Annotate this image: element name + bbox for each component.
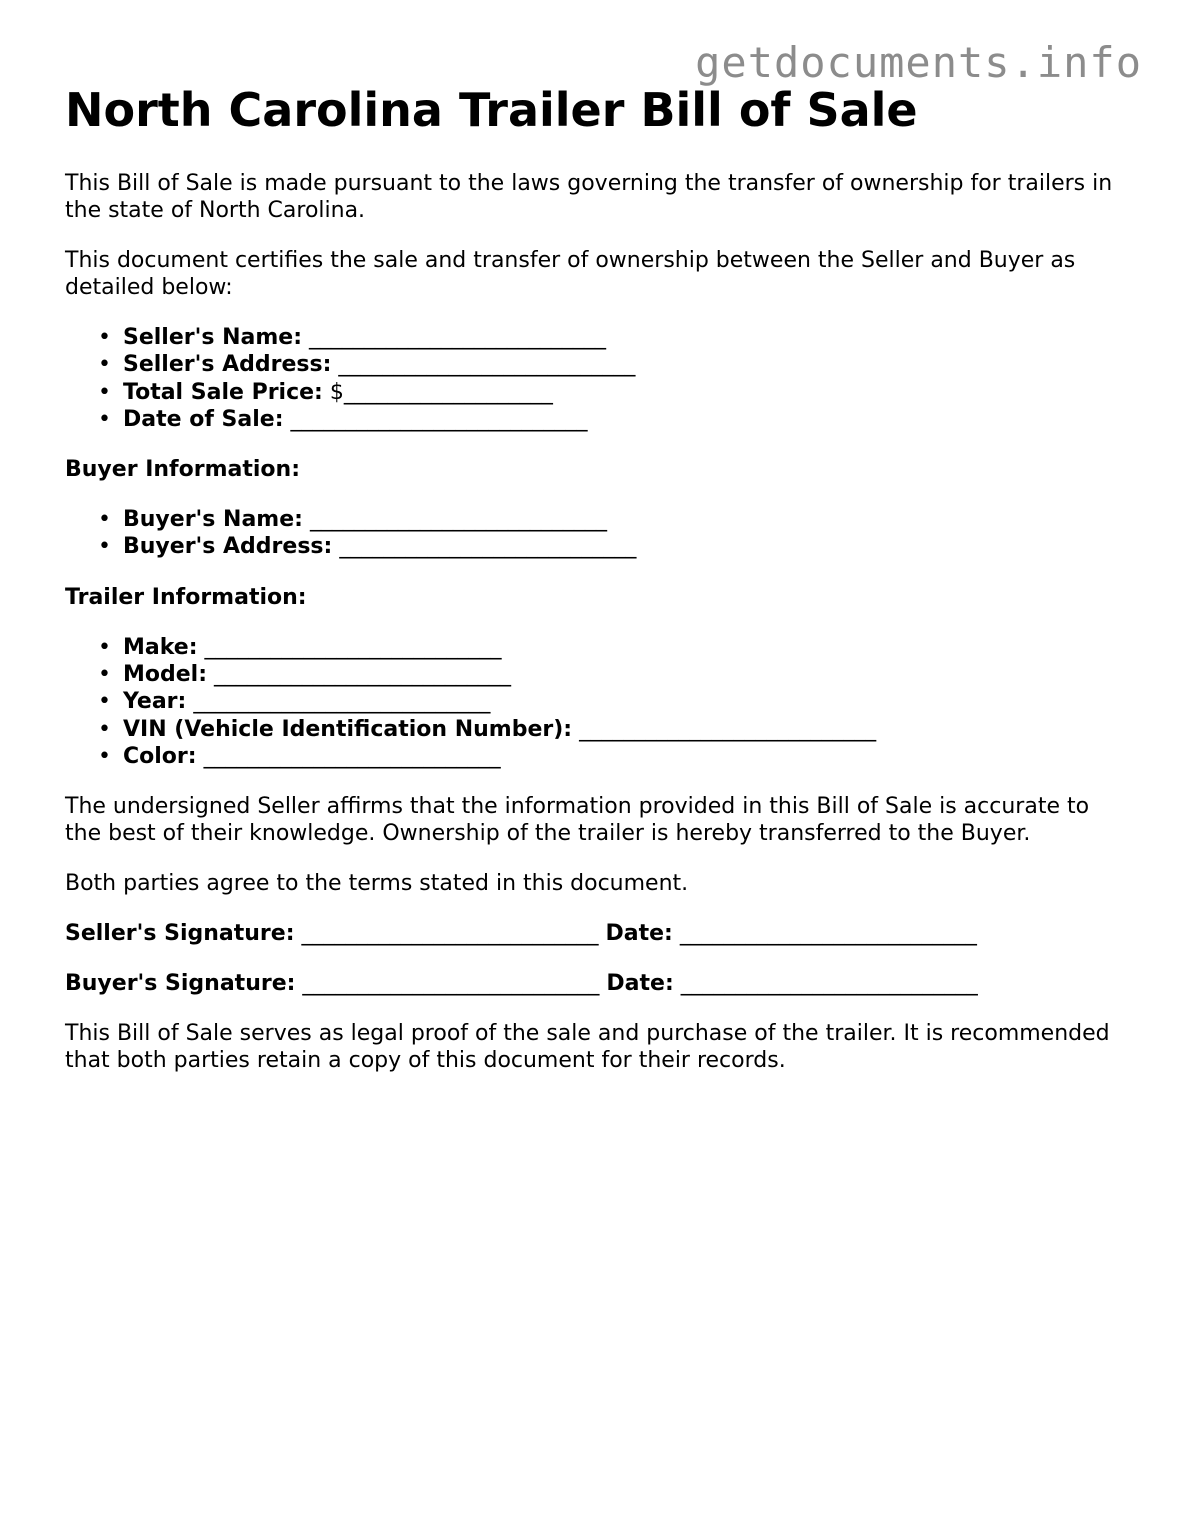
date-label: Date: xyxy=(605,921,673,947)
intro-paragraph: This Bill of Sale is made pursuant to the laws governing the transfer of ownership for trailers in the state of North Carolina. xyxy=(65,171,1113,223)
field-blank: ___________________________ xyxy=(339,534,637,560)
field-blank: ___________________________ xyxy=(309,507,607,533)
field-label: Model: xyxy=(123,662,208,688)
buyer-fields-list xyxy=(65,506,1125,561)
field-blank: ___________________________ xyxy=(214,662,512,688)
seller-signature-line xyxy=(65,920,1125,947)
document-title: North Carolina Trailer Bill of Sale xyxy=(65,83,918,137)
signature-blank: ___________________________ xyxy=(302,971,600,997)
date-blank: ___________________________ xyxy=(680,971,978,997)
seller-fields-list xyxy=(65,324,1125,433)
field-label: Date of Sale: xyxy=(123,406,284,432)
field-blank: ___________________________ xyxy=(290,406,588,432)
model-field xyxy=(98,661,1125,688)
date-label: Date: xyxy=(606,971,674,997)
field-blank: ___________________________ xyxy=(579,716,877,742)
buyer-address-field xyxy=(98,533,1125,560)
date-of-sale-field xyxy=(98,406,1125,433)
field-label: Color: xyxy=(123,743,197,769)
signature-label: Buyer's Signature: xyxy=(65,971,296,997)
trailer-information-heading: Trailer Information: xyxy=(65,584,307,610)
field-blank: ___________________________ xyxy=(193,689,491,715)
field-label: Buyer's Address: xyxy=(123,534,333,560)
closing-paragraph: This Bill of Sale serves as legal proof of the sale and purchase of the trailer. It is recommended that both parties retain a copy of this document for their records. xyxy=(65,1021,1110,1074)
vin-field xyxy=(98,716,1125,743)
signature-blank: ___________________________ xyxy=(301,921,599,947)
total-sale-price-field xyxy=(98,379,1125,406)
field-label: Seller's Address: xyxy=(123,352,332,378)
seller-address-field xyxy=(98,351,1125,378)
buyer-signature-line xyxy=(65,970,1125,997)
date-blank: ___________________________ xyxy=(679,921,977,947)
buyer-information-heading: Buyer Information: xyxy=(65,457,300,483)
field-blank: $___________________ xyxy=(329,379,553,405)
field-label: VIN (Vehicle Identification Number): xyxy=(123,716,573,742)
year-field xyxy=(98,688,1125,715)
field-blank: ___________________________ xyxy=(203,743,501,769)
affirmation-paragraph: The undersigned Seller affirms that the information provided in this Bill of Sale is accurate to the best of their knowledge. Ownership of the trailer is hereby transferred to the Buyer. xyxy=(65,794,1090,847)
document-page xyxy=(65,82,1125,1097)
field-label: Year: xyxy=(123,689,187,715)
trailer-fields-list xyxy=(65,634,1125,770)
color-field xyxy=(98,743,1125,770)
signature-label: Seller's Signature: xyxy=(65,921,295,947)
field-blank: ___________________________ xyxy=(338,352,636,378)
field-label: Make: xyxy=(123,634,198,660)
field-label: Seller's Name: xyxy=(123,325,303,350)
agreement-paragraph: Both parties agree to the terms stated in this document. xyxy=(65,871,689,897)
field-blank: ___________________________ xyxy=(309,325,607,350)
watermark: getdocuments.info xyxy=(695,38,1142,87)
field-blank: ___________________________ xyxy=(204,634,502,660)
field-label: Total Sale Price: xyxy=(123,379,323,405)
make-field xyxy=(98,634,1125,661)
buyer-name-field xyxy=(98,506,1125,533)
seller-name-field xyxy=(98,324,1125,351)
field-label: Buyer's Name: xyxy=(123,507,303,533)
certification-paragraph: This document certifies the sale and transfer of ownership between the Seller and Buyer as detailed below: xyxy=(65,248,1076,300)
